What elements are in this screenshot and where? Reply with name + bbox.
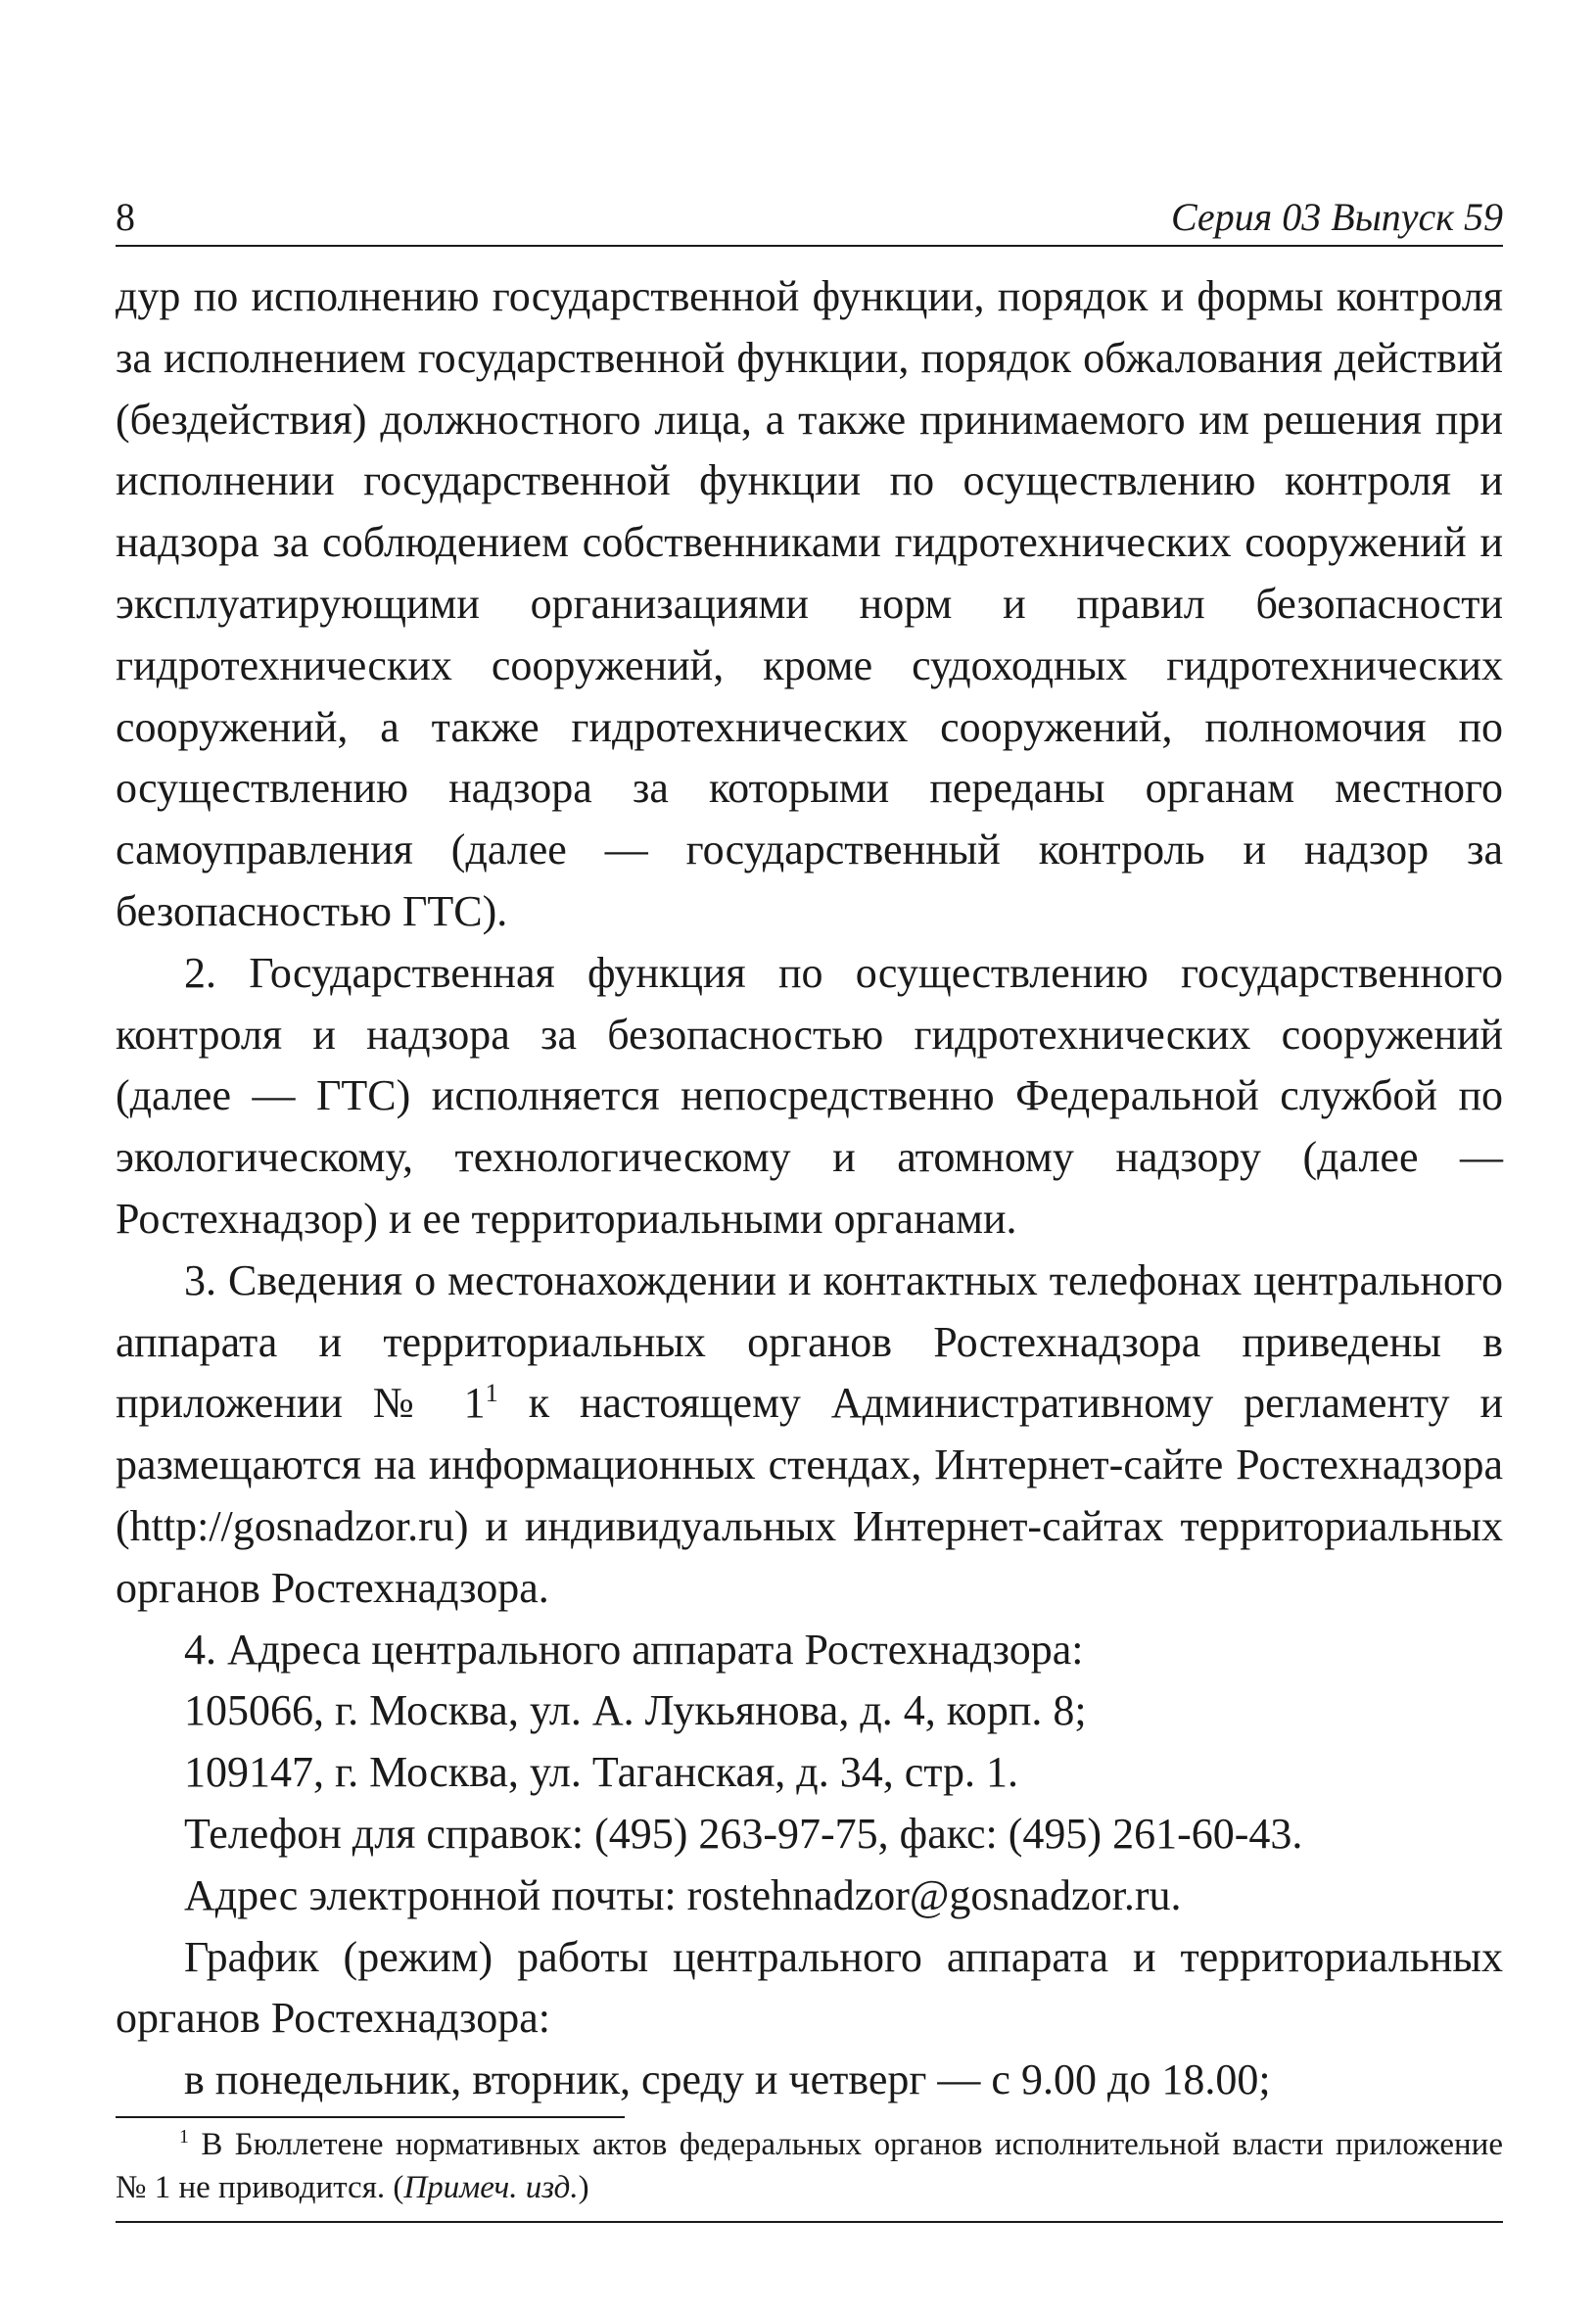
schedule-heading: График (режим) работы центрального аппарата и территориальных органов Ростехнадзора: — [116, 1932, 1503, 2043]
body-text — [116, 266, 1503, 2111]
email-line: Адрес электронной почты: rostehnadzor@gosnadzor.ru. — [184, 1870, 1182, 1919]
address-line-2: 109147, г. Москва, ул. Таганская, д. 34, стр. 1. — [184, 1748, 1018, 1797]
footnote-note-open: ( — [393, 2170, 404, 2205]
footnote-editor-note: Примеч. изд. — [403, 2170, 579, 2205]
page-number: 8 — [116, 195, 135, 239]
paragraph-4-heading: 4. Адреса центрального аппарата Ростехнадзора: — [184, 1625, 1084, 1674]
paragraph-1: дур по исполнению государственной функции, порядок и формы контроля за исполнением государственной функции, порядок обжалования действий (бездействия) должностного лица, а также принимаемого им решения при исполнении государственной функции по осуществлению контроля и надзора за соблюдением собственниками гидротехнических сооружений и эксплуатирующими организациями норм и правил безопасности гидротехнических сооружений, кроме судоходных гидротехнических сооружений, а также гидротехнических сооружений, полномочия по осуществлению надзора за которыми переданы органам местного самоуправления (далее — государственный контроль и надзор за безопасностью ГТС). — [116, 272, 1503, 935]
bottom-rule — [116, 2221, 1503, 2223]
footnote-reference: 1 — [485, 1378, 498, 1408]
phone-line: Телефон для справок: (495) 263-97-75, факс: (495) 261-60-43. — [184, 1809, 1303, 1858]
paragraph-3-text-start: 3. Сведения о местонахождении и контактных телефонах центрального аппарата и территориальных органов Ростехнадзора приведены в приложении № 1 — [116, 1255, 1503, 1428]
page-header — [116, 192, 1503, 247]
footnote-text: В Бюллетене нормативных актов федеральных органов исполнительной власти приложение № 1 не приводится. — [116, 2127, 1503, 2205]
paragraph-3-text-end: к настоящему Административному регламенту и размещаются на информационных стендах, Интернет-сайте Ростехнадзора (http://gosnadzor.ru) и индивидуальных Интернет-сайтах территориальных органов Ростехнадзора. — [116, 1379, 1503, 1612]
running-title: Серия 03 Выпуск 59 — [1170, 195, 1503, 239]
address-line-1: 105066, г. Москва, ул. А. Лукьянова, д. 4, корп. 8; — [184, 1686, 1087, 1735]
header-rule — [116, 245, 1503, 247]
schedule-line: в понедельник, вторник, среду и четверг — с 9.00 до 18.00; — [184, 2055, 1271, 2104]
footnote — [116, 2123, 1503, 2209]
footnote-marker: 1 — [179, 2126, 189, 2149]
footnote-rule — [116, 2116, 625, 2118]
footnote-note-close: ) — [578, 2170, 589, 2205]
paragraph-2: 2. Государственная функция по осуществлению государственного контроля и надзора за безопасностью гидротехнических сооружений (далее — ГТС) исполняется непосредственно Федеральной службой по экологическому, технологическому и атомному надзору (далее — Ростехнадзор) и ее территориальными органами. — [116, 948, 1503, 1243]
paragraph-3 — [116, 1251, 1503, 1620]
